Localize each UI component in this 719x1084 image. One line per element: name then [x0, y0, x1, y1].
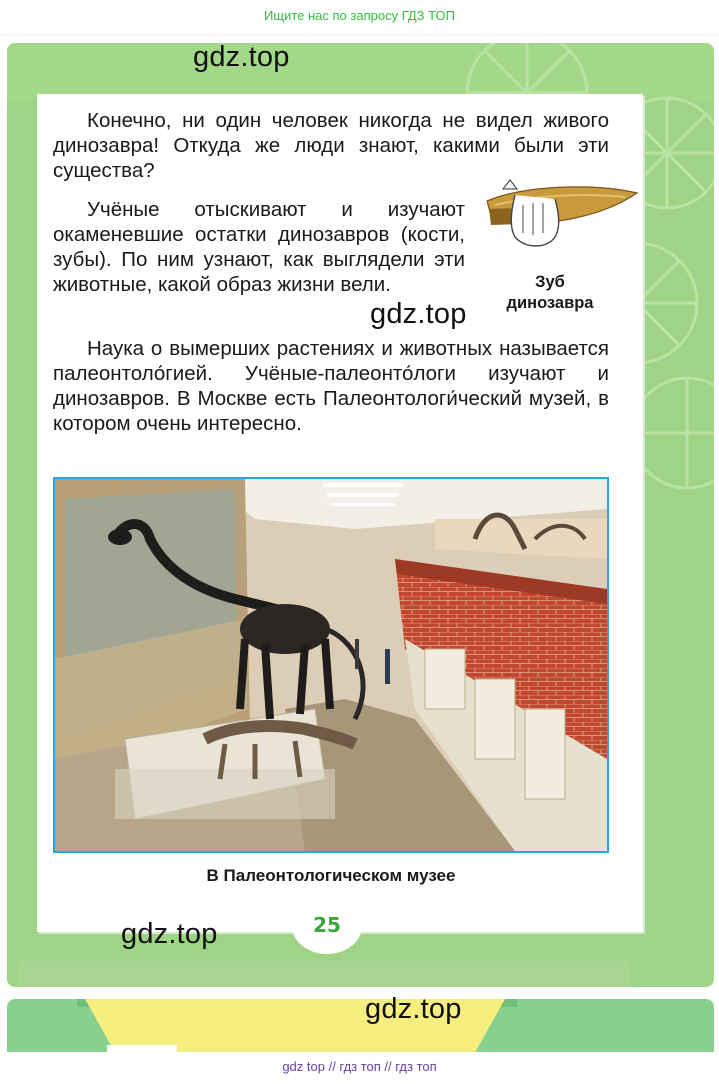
- next-page-preview: [7, 999, 714, 1059]
- watermark: gdz.top: [365, 993, 462, 1025]
- page-number: 25: [292, 898, 362, 954]
- page-bottom-strip: [19, 961, 629, 987]
- museum-photo: [53, 477, 609, 853]
- watermark: gdz.top: [193, 41, 290, 73]
- paragraph-2: Учёные отыскивают и изучают окаменевшие остатки динозавров (кости, зубы). По ним узнают, как выглядели эти животные, какой образ жизни вели.: [53, 198, 465, 296]
- footer-links[interactable]: gdz top // гдз топ // гдз топ: [282, 1059, 437, 1074]
- tooth-caption-line2: динозавра: [506, 294, 594, 312]
- banner-text[interactable]: Ищите нас по запросу ГДЗ ТОП: [264, 8, 455, 23]
- watermark: gdz.top: [370, 298, 467, 330]
- paragraph-3: Наука о вымерших растениях и животных называется палеонтоло́гией. Учёные-палеонто́логи изучают и динозавров. В Москве есть Палеонтологи́ческий музей, в котором очень интересно.: [53, 337, 609, 435]
- dinosaur-tooth-illustration: [485, 175, 640, 255]
- tooth-caption-line1: Зуб: [535, 273, 565, 291]
- footer[interactable]: [0, 1052, 719, 1084]
- paragraph-1: Конечно, ни один человек никогда не видел живого динозавра! Откуда же люди знают, какими были эти существа?: [53, 109, 609, 182]
- museum-photo-illustration: [55, 479, 607, 851]
- watermark: gdz.top: [121, 918, 218, 950]
- photo-caption: В Палеонтологическом музее: [206, 866, 456, 885]
- top-banner[interactable]: [0, 0, 719, 34]
- tooth-caption: [490, 272, 610, 314]
